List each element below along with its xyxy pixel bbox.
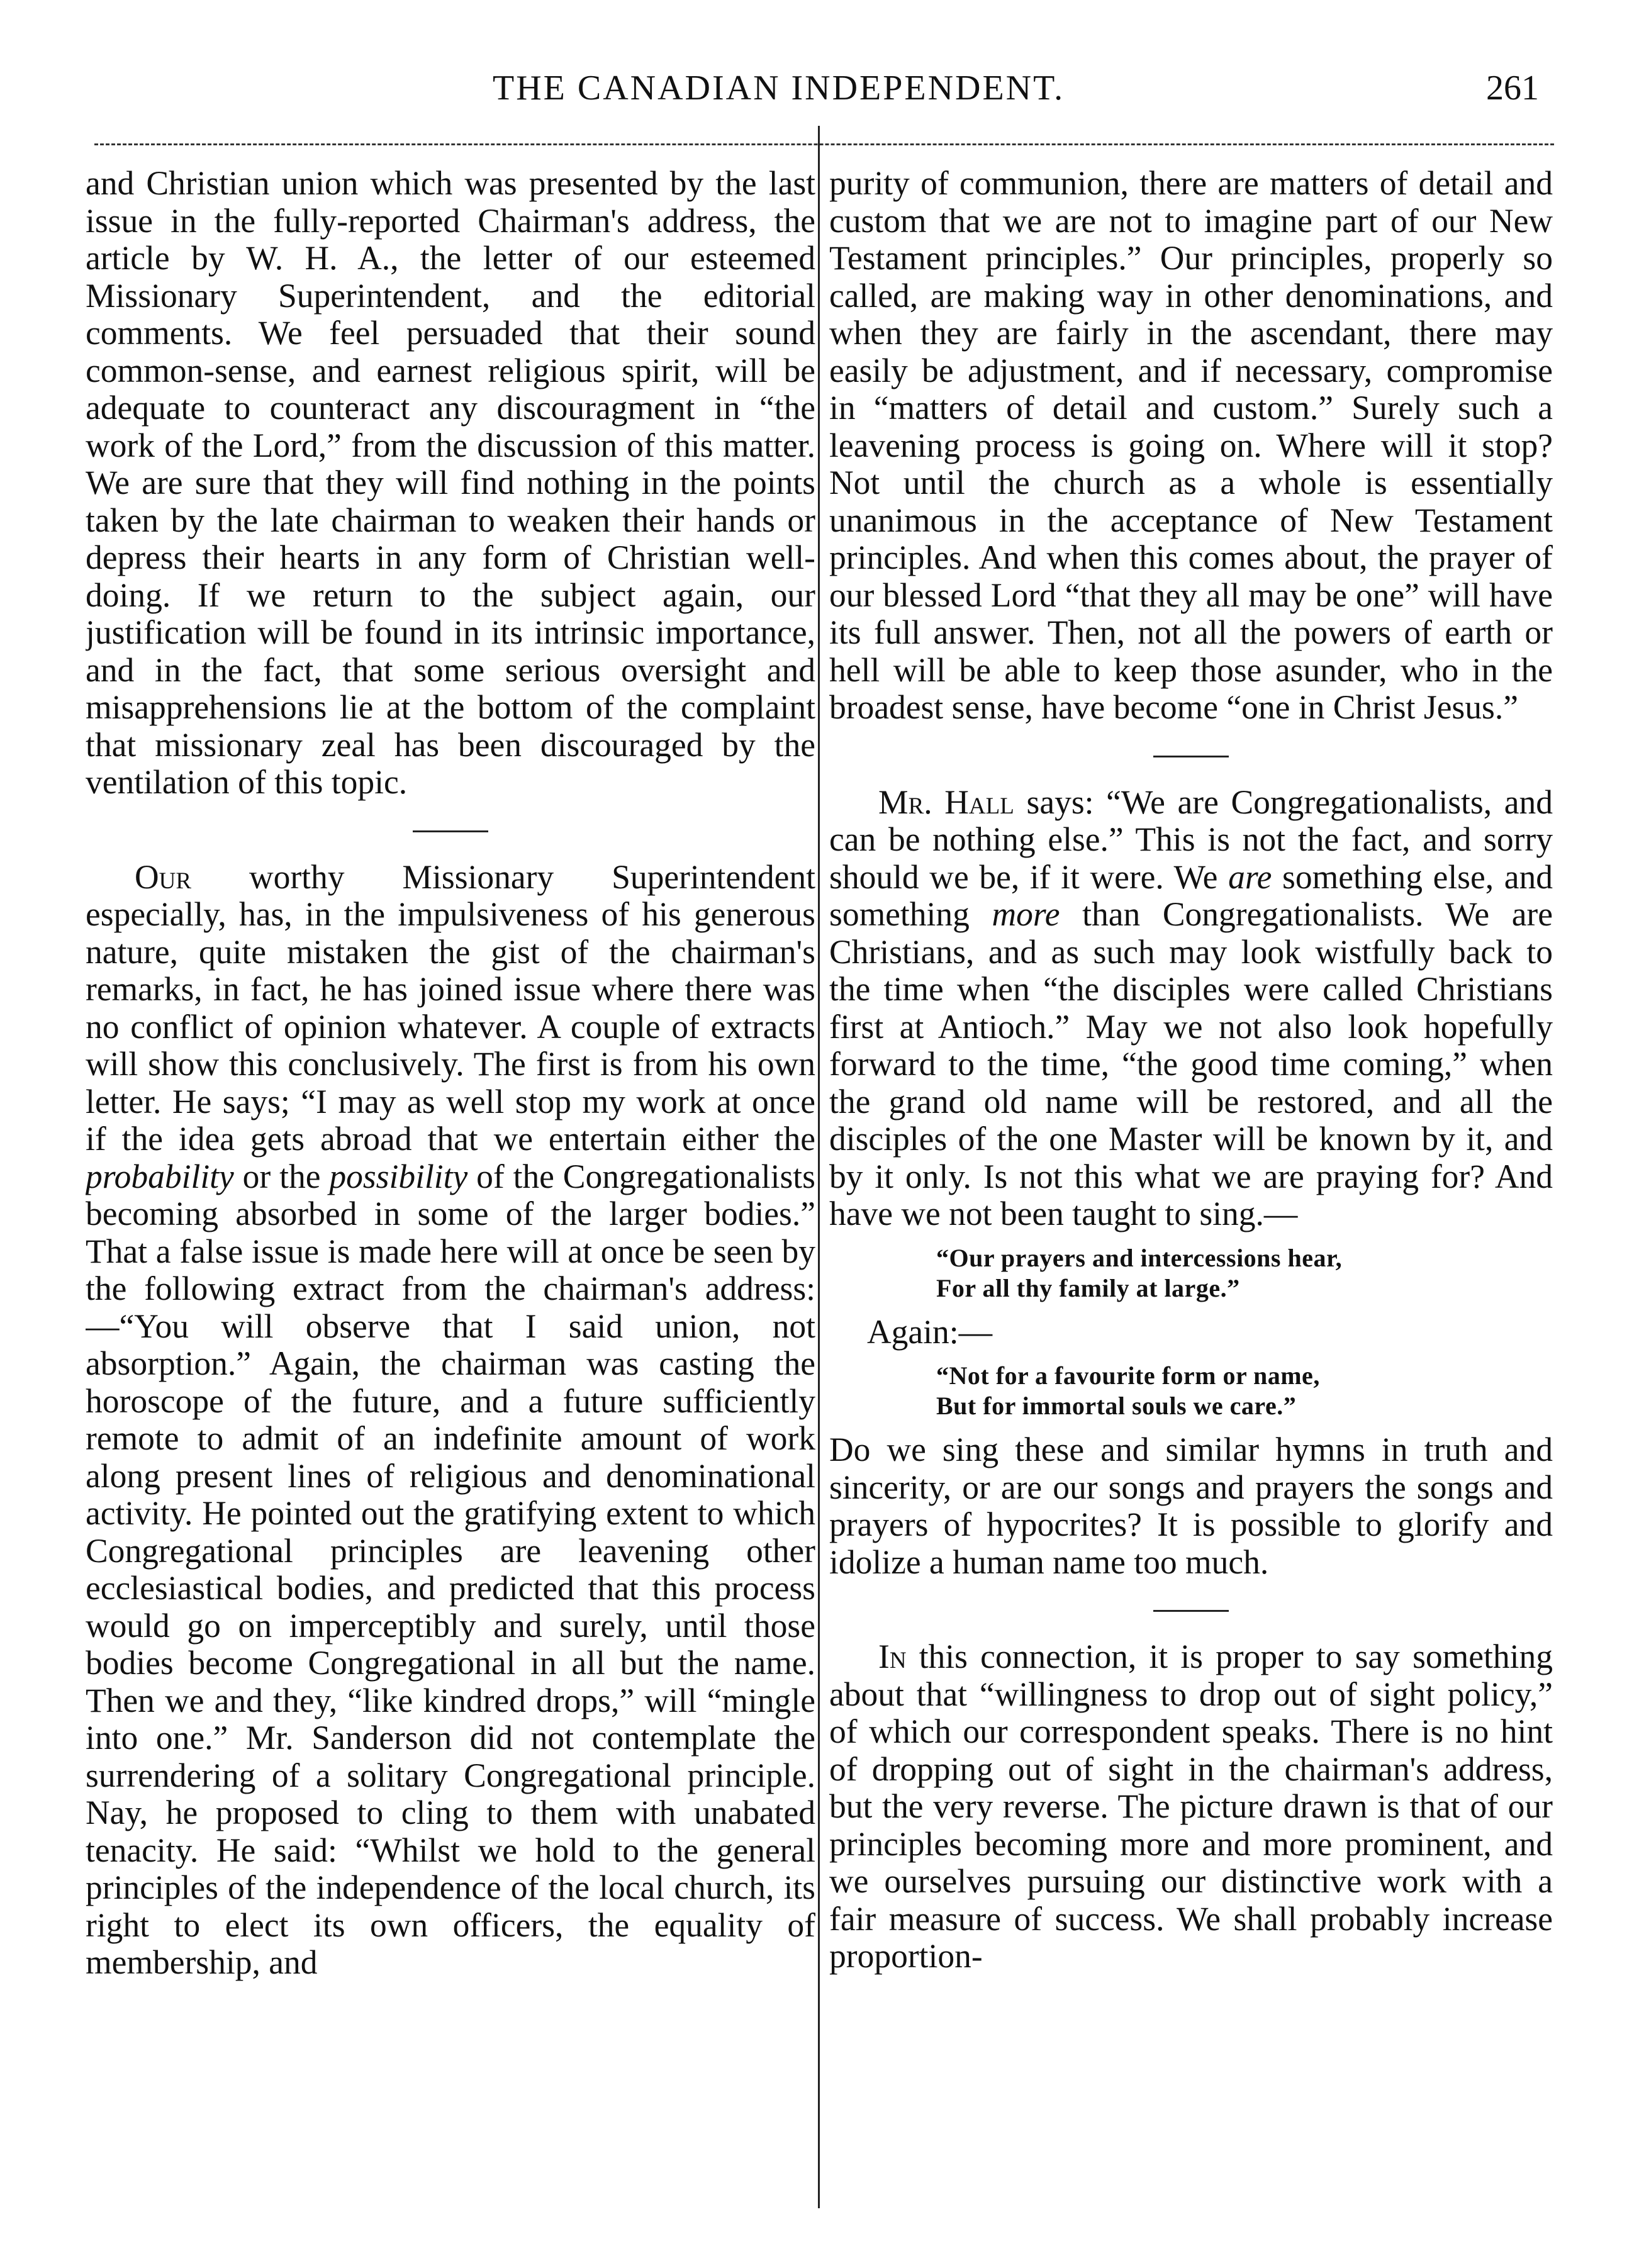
paragraph-text: says: “We are Congregationalists, and can be nothing else.” This is not the fact, and sorry should we be, if it were. We <box>829 783 1553 896</box>
left-paragraph-2 <box>86 859 815 1982</box>
column-divider <box>818 126 820 2208</box>
section-divider <box>413 830 488 832</box>
right-paragraph-3: Do we sing these and similar hymns in truth and sincerity, or are our songs and prayers the songs and prayers of hypocrites? It is possible to glorify and idolize a human name too much. <box>829 1431 1553 1581</box>
emphasis-text: more <box>992 895 1060 933</box>
paragraph-lead: In <box>878 1638 907 1675</box>
emphasis-text: probability <box>86 1157 234 1195</box>
hymn-quote-2 <box>936 1361 1553 1421</box>
quote-line: “Not for a favourite form or name, <box>936 1361 1320 1390</box>
page-header <box>0 60 1639 116</box>
page-number: 261 <box>1486 69 1539 108</box>
quote-line: For all thy family at large.” <box>936 1273 1240 1302</box>
quote-line: “Our prayers and intercessions hear, <box>936 1243 1343 1272</box>
page-title: THE CANADIAN INDEPENDENT. <box>493 69 1065 108</box>
quote-line: But for immortal souls we care.” <box>936 1392 1297 1420</box>
section-divider <box>1153 756 1229 757</box>
paragraph-text: of the Congregationalists becoming absorbed in some of the larger bodies.” That a false issue is made here will at once be seen by the following extract from the chairman's address:—“You will observe that I said union, not absorption.” Again, the chairman was casting the horoscope of the future, and a future sufficiently remote to admit of an indefinite amount of work along present lines of religious and denominational activity. He pointed out the gratifying extent to which Congregational principles are leavening other ecclesiastical bodies, and predicted that this process would go on imperceptibly and surely, until those bodies become Congregational in all but the name. Then we and they, “like kindred drops,” will “mingle into one.” Mr. Sanderson did not contemplate the surrendering of a solitary Congregational principle. Nay, he proposed to cling to them with unabated tenacity. He said: “Whilst we hold to the general principles of the independence of the local church, its right to elect its own officers, the equality of membership, and <box>86 1157 815 1981</box>
header-rule <box>94 143 1554 145</box>
paragraph-text: this connection, it is proper to say something about that “willingness to drop out of sight policy,” of which our correspondent speaks. There is no hint of dropping out of sight in the chairman's address, but the very reverse. The picture drawn is that of our principles becoming more and more prominent, and we ourselves pursuing our distinctive work with a fair measure of success. We shall probably increase proportion- <box>829 1638 1553 1975</box>
paragraph-lead: Mr. Hall <box>878 783 1014 821</box>
paragraph-text: worthy Missionary Superintendent especially, has, in the impulsiveness of his generous nature, quite mistaken the gist of the chairman's remarks, in fact, he has joined issue where there was no conflict of opinion whatever. A couple of extracts will show this conclusively. The first is from his own letter. He says; “I may as well stop my work at once if the idea gets abroad that we entertain either the <box>86 857 815 1158</box>
paragraph-lead: Our <box>135 857 192 896</box>
again-line: Again:— <box>867 1312 993 1351</box>
paragraph-text: something else, and something <box>829 857 1553 933</box>
paragraph-text: than Congregationalists. We are Christians, and as such may look wistfully back to the time when “the disciples were called Christians first at Antioch.” May we not also look hopefully forward to the time, “the good time coming,” when the grand old name will be restored, and all the disciples of the one Master will be known by it, and by it only. Is not this what we are praying for? And have we not been taught to sing.— <box>829 895 1553 1232</box>
right-paragraph-1: purity of communion, there are matters of detail and custom that we are not to imagine part of our New Testament principles.” Our principles, properly so called, are making way in other denominations, and when they are fairly in the ascendant, there may easily be adjustment, and if necessary, compromise in “matters of detail and custom.” Surely such a leavening process is going on. Where will it stop? Not until the church as a whole is essentially unanimous in the acceptance of New Testament principles. And when this comes about, the prayer of our blessed Lord “that they all may be one” will have its full answer. Then, not all the powers of earth or hell will be able to keep those asunder, who in the broadest sense, have become “one in Christ Jesus.” <box>829 165 1553 726</box>
hymn-quote-1 <box>936 1243 1553 1304</box>
right-column <box>829 165 1553 2241</box>
right-paragraph-2 <box>829 784 1553 1233</box>
left-paragraph-1: and Christian union which was presented by the last issue in the fully-reported Chairman's address, the article by W. H. A., the letter of our esteemed Missionary Superintendent, and the editorial comments. We feel persuaded that their sound common-sense, and earnest religious spirit, will be adequate to counteract any discouragment in “the work of the Lord,” from the discussion of this matter. We are sure that they will find nothing in the points taken by the late chairman to weaken their hands or depress their hearts in any form of Christian well-doing. If we return to the subject again, our justification will be found in its intrinsic importance, and in the fact, that some serious oversight and misapprehensions lie at the bottom of the complaint that missionary zeal has been discouraged by the ventilation of this topic. <box>86 165 815 801</box>
section-divider <box>1153 1610 1229 1612</box>
paragraph-text: or the <box>233 1157 330 1195</box>
emphasis-text: are <box>1228 857 1272 896</box>
right-paragraph-4 <box>829 1638 1553 1975</box>
emphasis-text: possibility <box>329 1157 468 1195</box>
left-column <box>86 165 815 2241</box>
